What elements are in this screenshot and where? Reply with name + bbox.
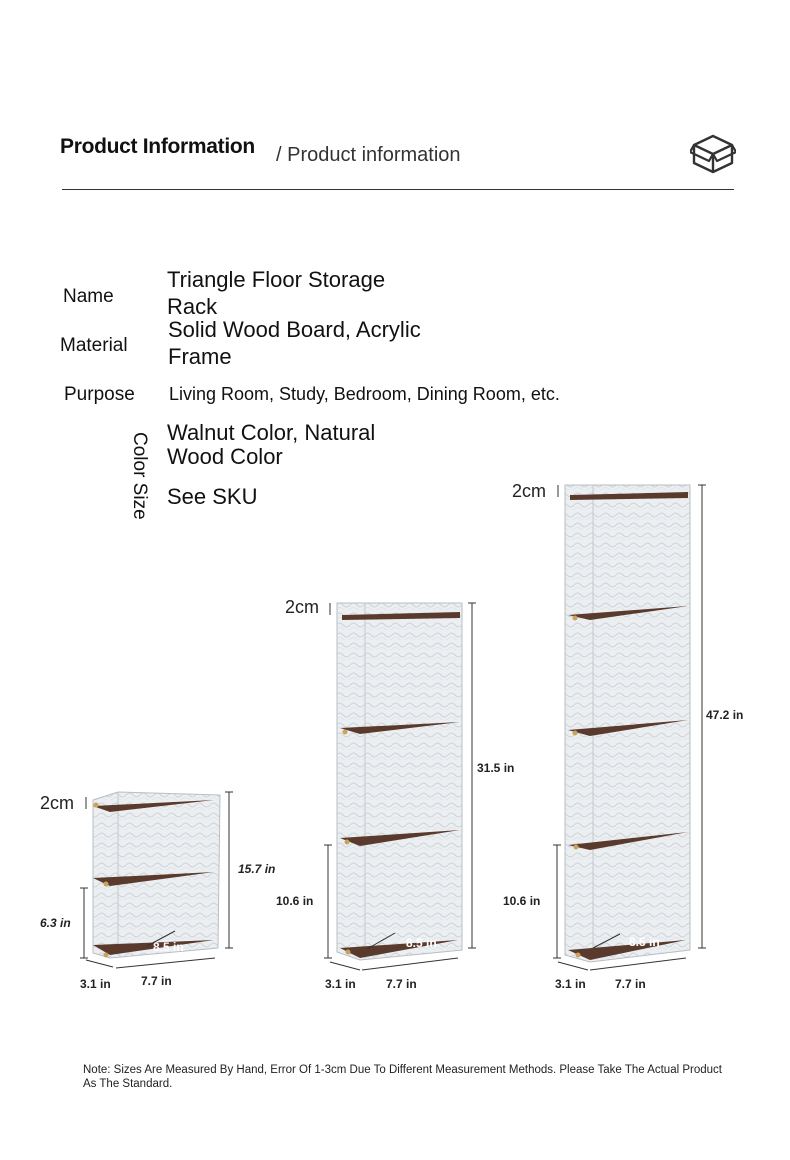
rack1-lower-height: 6.3 in [40, 916, 71, 930]
rack2-lower-height: 10.6 in [276, 894, 314, 908]
rack2-height: 31.5 in [477, 761, 515, 775]
rack3-width: 7.7 in [615, 977, 646, 991]
rack3-top-gap: 2cm [512, 481, 547, 501]
material-value-line2: Frame [168, 344, 232, 369]
rack1-width: 7.7 in [141, 974, 172, 988]
material-value-line1: Solid Wood Board, Acrylic [168, 317, 421, 342]
page-subtitle: / Product information [276, 144, 461, 166]
rack-small [93, 792, 220, 958]
rack3-height: 47.2 in [706, 708, 744, 722]
rack1-height: 15.7 in [238, 862, 276, 876]
rack1-depth: 3.1 in [80, 977, 111, 991]
material-label: Material [60, 335, 128, 356]
rack2-top-gap: 2cm [285, 597, 320, 617]
rack2-width: 7.7 in [386, 977, 417, 991]
rack2-diagonal: 8.5 in [406, 936, 437, 950]
color-value-line1: Walnut Color, Natural [167, 420, 376, 445]
page-title: Product Information [60, 135, 255, 158]
rack2-depth: 3.1 in [325, 977, 356, 991]
rack-tall [565, 485, 690, 962]
rack1-top-gap: 2cm [40, 793, 75, 813]
purpose-label: Purpose [64, 384, 135, 405]
measurement-note: Note: Sizes Are Measured By Hand, Error Of 1-3cm Due To Different Measurement Methods. Please Take The Actual Product As The Standard. [83, 1064, 722, 1090]
rack-medium [337, 603, 462, 960]
rack3-depth: 3.1 in [555, 977, 586, 991]
rack3-diagonal: 8.5 in [629, 935, 660, 949]
rack3-lower-height: 10.6 in [503, 894, 541, 908]
name-value-line2: Rack [167, 294, 218, 319]
rack1-diagonal: 8.5 in [153, 940, 184, 954]
color-value-line2: Wood Color [167, 444, 283, 469]
name-label: Name [63, 286, 114, 307]
purpose-value: Living Room, Study, Bedroom, Dining Room, etc. [169, 384, 560, 404]
name-value-line1: Triangle Floor Storage [167, 267, 386, 292]
color-size-label: Color Size [129, 432, 150, 520]
size-value: See SKU [167, 484, 258, 509]
